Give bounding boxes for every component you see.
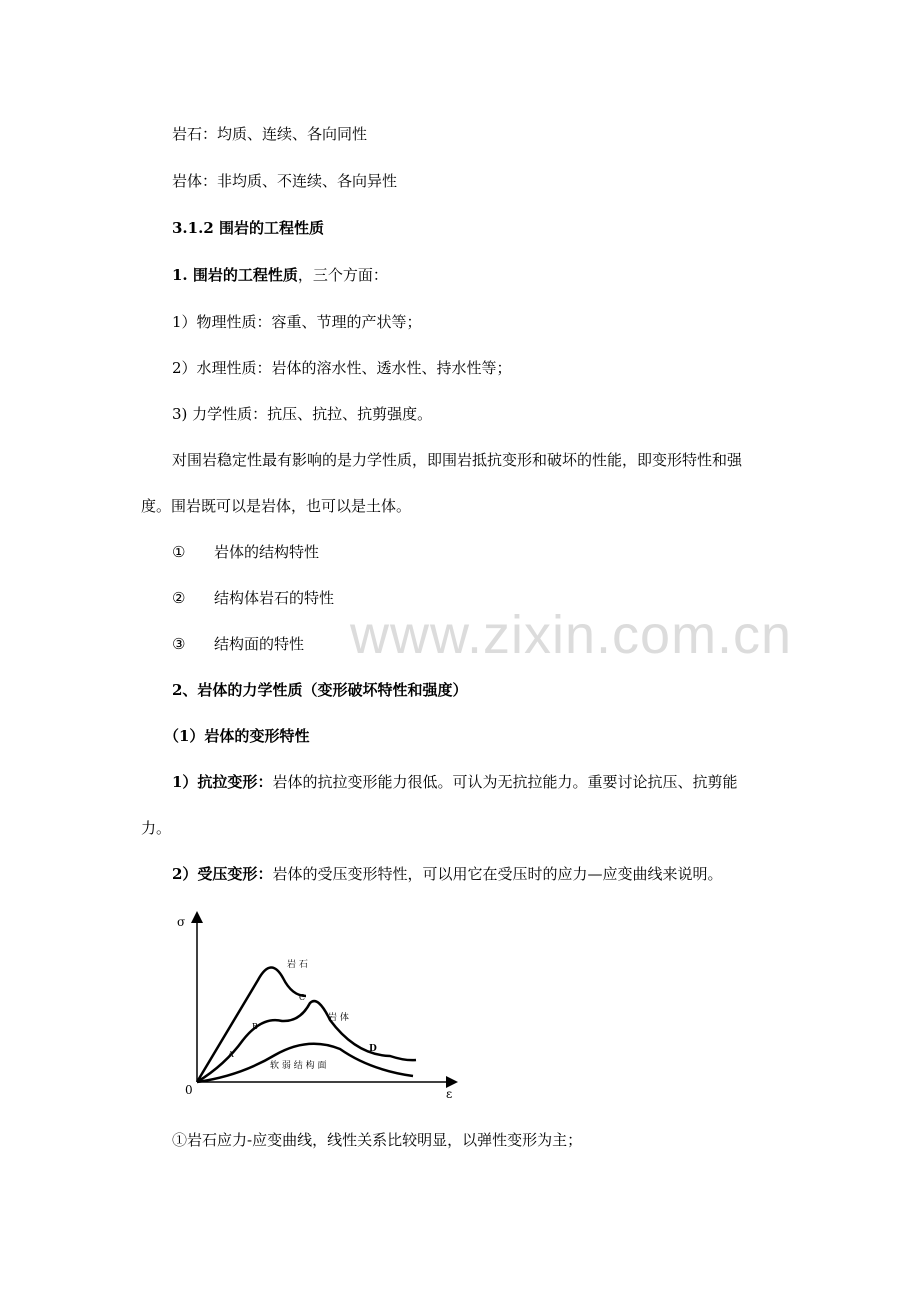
- paragraph-tensile-cont: 力。: [141, 819, 172, 837]
- list-item-hydraulic: 2）水理性质：岩体的溶水性、透水性、持水性等；: [172, 359, 512, 377]
- point-b-label: B: [252, 1022, 258, 1031]
- circled-item-2-text: 结构体岩石的特性: [214, 589, 335, 607]
- curve-rockmass-label: 岩 体: [328, 1013, 349, 1023]
- point-c-label: C: [299, 993, 306, 1002]
- circled-item-3-text: 结构面的特性: [214, 635, 305, 653]
- circled-number-1: ①: [172, 543, 186, 561]
- heading-engineering-properties-rest: ，三个方面：: [297, 266, 388, 284]
- section-heading-312: 3.1.2 围岩的工程性质: [172, 219, 324, 237]
- paragraph-compression-text: 岩体的受压变形特性，可以用它在受压时的应力—应变曲线来说明。: [272, 865, 723, 883]
- list-item-mechanical: 3) 力学性质：抗压、抗拉、抗剪强度。: [172, 405, 433, 423]
- curve-rock-label: 岩 石: [287, 960, 308, 970]
- curve-weak-label: 软 弱 结 构 面: [270, 1061, 327, 1071]
- paragraph-stability-line2: 度。围岩既可以是岩体，也可以是土体。: [141, 497, 412, 515]
- circled-number-3: ③: [172, 635, 186, 653]
- heading-deformation: （1）岩体的变形特性: [164, 727, 310, 745]
- list-item-physical: 1）物理性质：容重、节理的产状等；: [172, 313, 422, 331]
- paragraph-tensile-text: 岩体的抗拉变形能力很低。可认为无抗拉能力。重要讨论抗压、抗剪能: [272, 773, 738, 791]
- y-axis-label: σ: [177, 915, 186, 929]
- circled-number-2: ②: [172, 589, 186, 607]
- heading-engineering-properties-bold: 1. 围岩的工程性质: [172, 266, 298, 284]
- paragraph-tensile-title: 1）抗拉变形：: [172, 773, 273, 791]
- heading-mechanical-properties: 2、岩体的力学性质（变形破坏特性和强度）: [172, 681, 468, 699]
- paragraph-stability-line1: 对围岩稳定性最有影响的是力学性质，即围岩抵抗变形和破坏的性能，即变形特性和强: [172, 451, 743, 469]
- origin-label: 0: [185, 1083, 193, 1097]
- paragraph-rock-curve: ①岩石应力-应变曲线，线性关系比较明显，以弹性变形为主；: [172, 1131, 583, 1149]
- point-a-label: A: [228, 1050, 234, 1059]
- point-d-label: D: [369, 1044, 377, 1054]
- paragraph-rockmass-properties: 岩体：非均质、不连续、各向异性: [172, 172, 398, 190]
- watermark: www.zixin.com.cn: [350, 605, 793, 665]
- paragraph-compression-title: 2）受压变形：: [172, 865, 273, 883]
- x-axis-label: ε: [446, 1087, 453, 1101]
- circled-item-1-text: 岩体的结构特性: [214, 543, 320, 561]
- paragraph-rock-properties: 岩石：均质、连续、各向同性: [172, 125, 368, 143]
